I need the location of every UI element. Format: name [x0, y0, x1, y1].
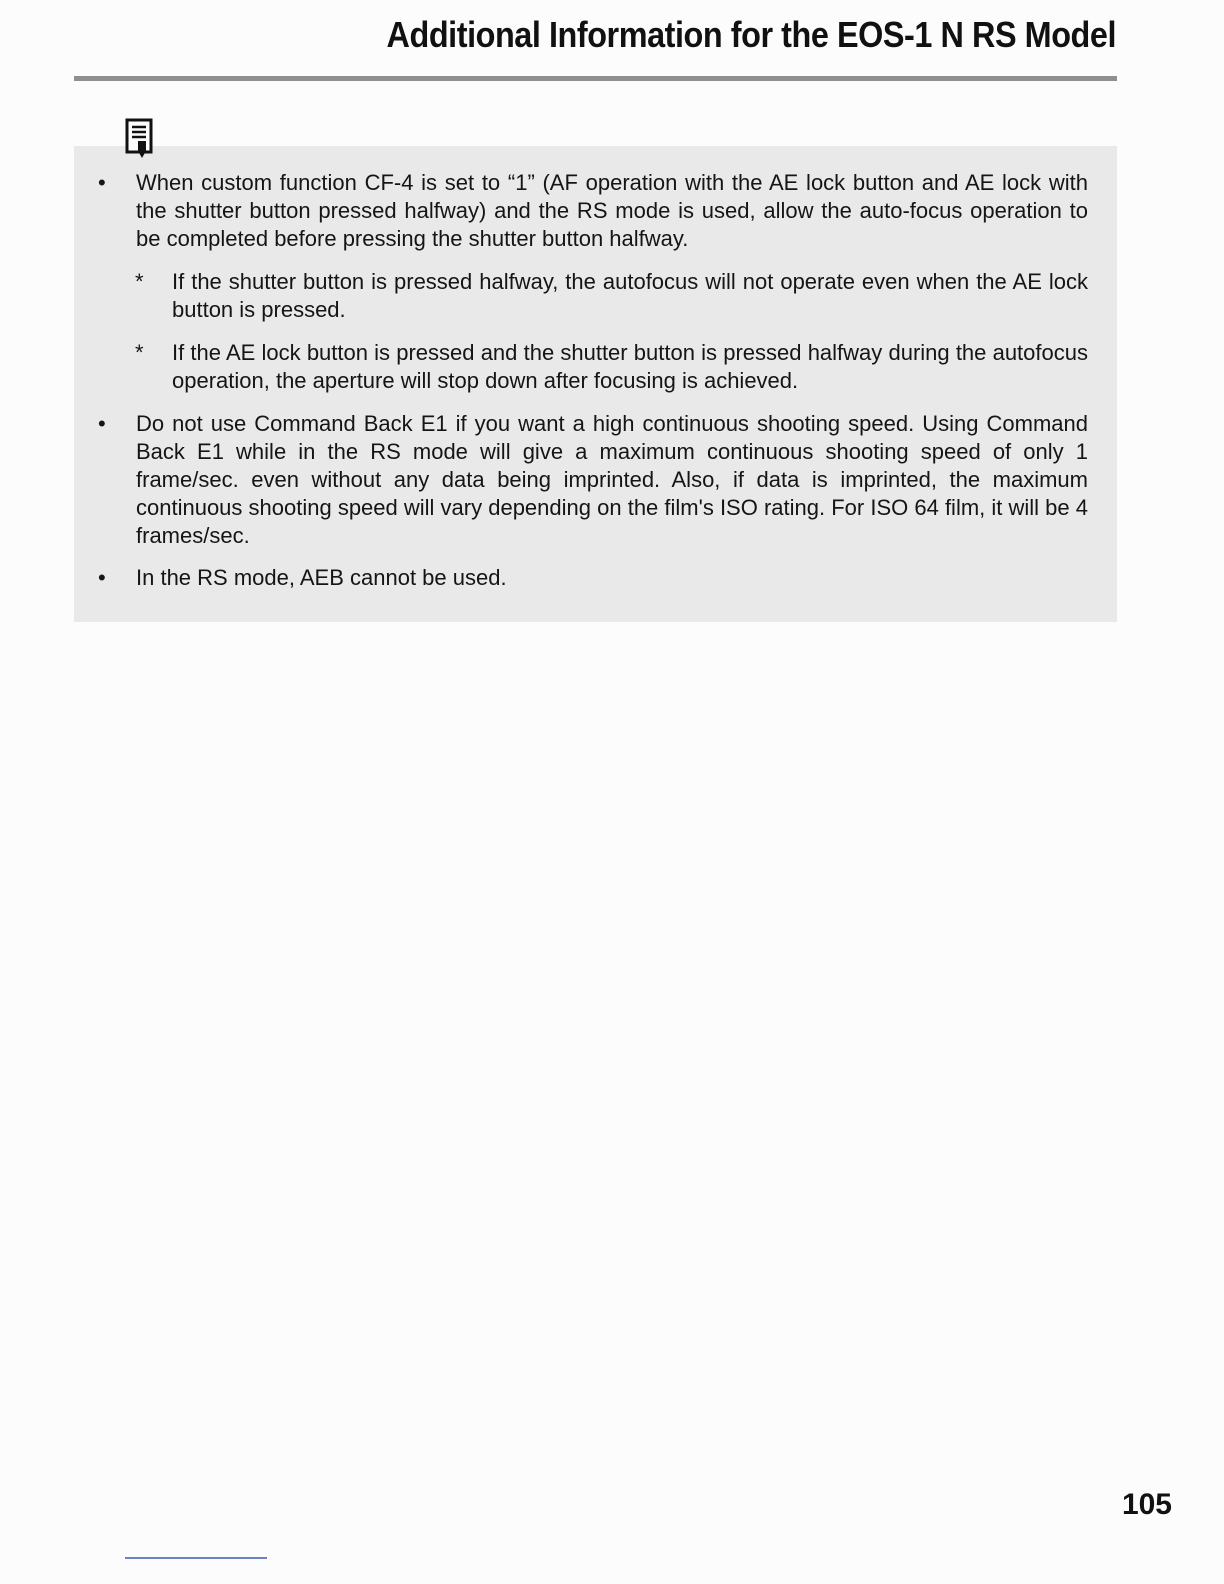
sub-marker: *: [135, 340, 144, 365]
page-title: Additional Information for the EOS-1 N RS Model: [386, 14, 1116, 55]
note-bullet-item: [98, 410, 1088, 550]
footer-divider: [125, 1557, 267, 1559]
sub-marker: *: [135, 269, 144, 294]
note-sub-item: [135, 339, 1088, 395]
bullet-text: When custom function CF-4 is set to “1” (AF operation with the AE lock button and AE lock with the shutter button pressed halfway) and the RS mode is used, allow the auto-focus operation to be completed before pressing the shutter button halfway.: [136, 170, 1088, 251]
sub-item-text: If the shutter button is pressed halfway, the autofocus will not operate even when the AE lock button is pressed.: [172, 269, 1088, 322]
note-bullet-item: [98, 564, 1088, 592]
sub-item-text: If the AE lock button is pressed and the shutter button is pressed halfway during the autofocus operation, the aperture will stop down after focusing is achieved.: [172, 340, 1088, 393]
page-number: 105: [1121, 1488, 1172, 1521]
bullet-marker: •: [98, 170, 106, 195]
title-divider: [74, 76, 1117, 81]
bullet-marker: •: [98, 565, 106, 590]
bullet-text: In the RS mode, AEB cannot be used.: [136, 565, 507, 590]
memo-icon: [125, 118, 155, 160]
bullet-marker: •: [98, 411, 106, 436]
note-sub-item: [135, 268, 1088, 324]
bullet-text: Do not use Command Back E1 if you want a high continuous shooting speed. Using Command Back E1 while in the RS mode will give a maximum continuous shooting speed of only 1 frame/sec. even without any data being imprinted. Also, if data is imprinted, the maximum continuous shooting speed will vary depending on the film's ISO rating. For ISO 64 film, it will be 4 frames/sec.: [136, 411, 1088, 548]
note-bullet-item: [98, 169, 1088, 253]
